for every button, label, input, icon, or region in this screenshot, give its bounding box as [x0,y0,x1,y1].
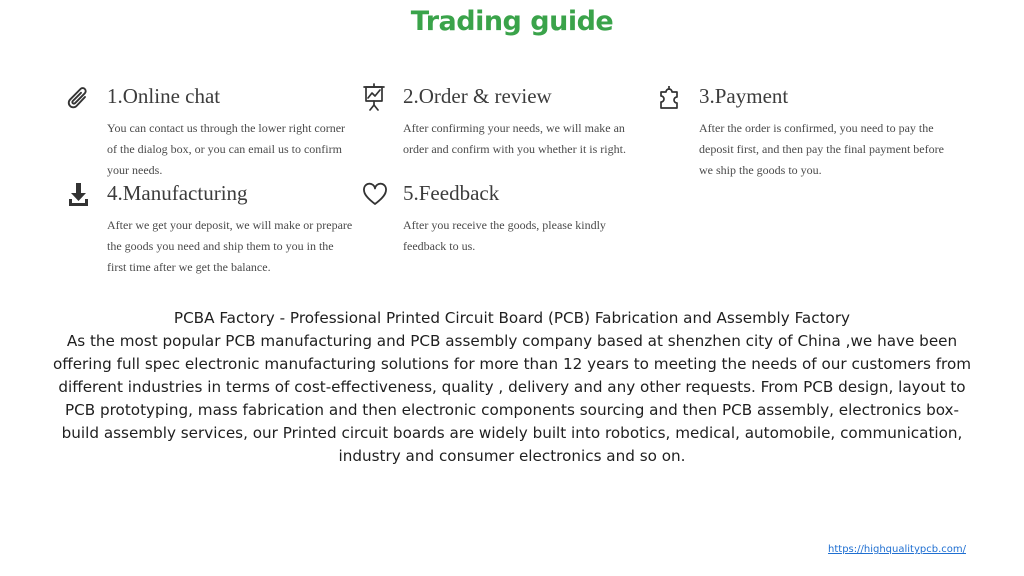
step-heading: 4.Manufacturing [107,181,248,205]
step-heading: 2.Order & review [403,84,552,108]
step-description: After you receive the goods, please kindly feedback to us. [403,218,606,253]
company-description [52,307,972,468]
step-description: After confirming your needs, we will make an order and confirm with you whether it is right. [403,121,626,156]
paperclip-icon [66,83,92,111]
heart-icon [362,180,388,208]
puzzle-piece-icon [658,83,684,111]
step-description: After we get your deposit, we will make or prepare the goods you need and ship them to you in the first time after we get the balance. [107,218,353,274]
step-heading: 5.Feedback [403,181,500,205]
company-body: As the most popular PCB manufacturing and PCB assembly company based at shenzhen city of China ,we have been offering full spec electronic manufacturing solutions for more than 12 years to meeting the needs of our customers from different industries in terms of cost-effectiveness, quality , delivery and any other requests. From PCB design, layout to PCB prototyping, mass fabrication and then electronic components sourcing and then PCB assembly, electronics box-build assembly services, our Printed circuit boards are widely built into robotics, medical, automobile, communication, industry and consumer electronics and so on. [52,332,972,465]
company-heading: PCBA Factory - Professional Printed Circuit Board (PCB) Fabrication and Assembly Factory [173,309,851,327]
step-description: After the order is confirmed, you need to pay the deposit first, and then pay the final payment before we ship the goods to you. [699,121,944,177]
website-link[interactable]: https://highqualitypcb.com/ [828,544,966,555]
step-description: You can contact us through the lower right corner of the dialog box, or you can email us to confirm your needs. [107,121,346,177]
step-heading: 3.Payment [699,84,789,108]
step-heading: 1.Online chat [107,84,221,108]
page-title: Trading guide [410,6,614,37]
trading-guide-grid [66,78,966,278]
presentation-chart-icon [362,83,388,111]
download-icon [66,180,92,208]
